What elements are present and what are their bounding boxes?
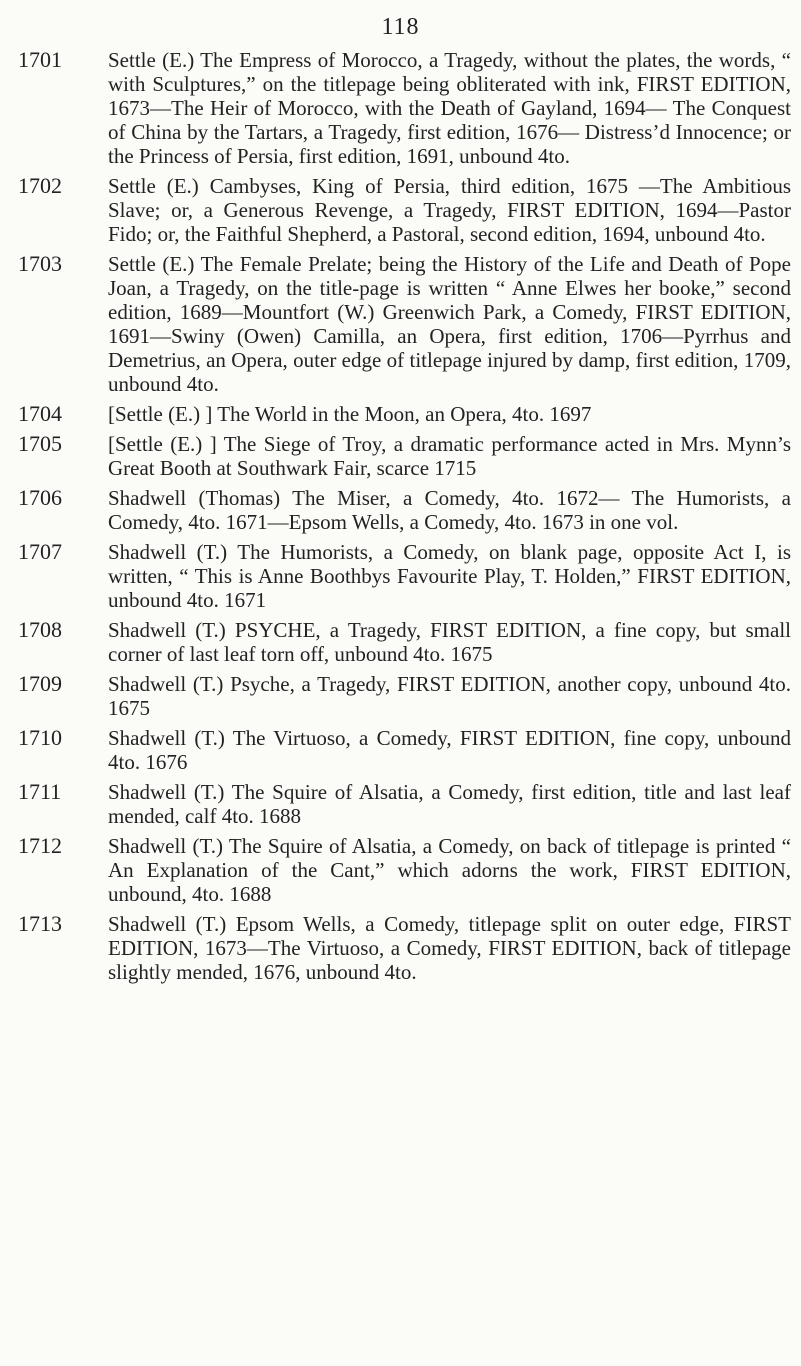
lot-number: 1708 (18, 617, 62, 642)
lot-number: 1712 (18, 833, 62, 858)
lot-description: Shadwell (T.) The Humorists, a Comedy, on blank page, opposite Act I, is written, “ This is Anne Boothbys Favourite Play, T. Holden,” FIRST EDITION, unbound 4to. 1671 (108, 540, 791, 612)
catalogue-entry (0, 540, 801, 612)
lot-number: 1705 (18, 431, 62, 456)
catalogue-entry (0, 672, 801, 720)
lot-number: 1704 (18, 401, 62, 426)
catalogue-entry (0, 252, 801, 396)
lot-description: Shadwell (T.) The Squire of Alsatia, a Comedy, first edition, title and last leaf mended, calf 4to. 1688 (108, 780, 791, 828)
lot-description: Shadwell (T.) Epsom Wells, a Comedy, titlepage split on outer edge, FIRST EDITION, 1673—The Virtuoso, a Comedy, FIRST EDITION, back of titlepage slightly mended, 1676, unbound 4to. (108, 912, 791, 984)
lot-number: 1713 (18, 911, 62, 936)
catalogue-entry (0, 912, 801, 984)
lot-number: 1709 (18, 671, 62, 696)
catalogue-entry (0, 834, 801, 906)
catalogue-entry (0, 726, 801, 774)
lot-number: 1710 (18, 725, 62, 750)
catalogue-entry (0, 618, 801, 666)
lot-number: 1702 (18, 173, 62, 198)
lot-number: 1707 (18, 539, 62, 564)
catalogue-entry (0, 402, 801, 426)
lot-description: Shadwell (T.) Psyche, a Tragedy, FIRST EDITION, another copy, unbound 4to. 1675 (108, 672, 791, 720)
lot-number: 1703 (18, 251, 62, 276)
lot-description: Settle (E.) The Empress of Morocco, a Tragedy, without the plates, the words, “ with Sculptures,” on the titlepage being obliterated with ink, FIRST EDITION, 1673—The Heir of Morocco, with the Death of Gayland, 1694— The Conquest of China by the Tartars, a Tragedy, first edition, 1676— Distress’d Innocence; or the Princess of Persia, first edition, 1691, unbound 4to. (108, 48, 791, 168)
lot-description: Shadwell (Thomas) The Miser, a Comedy, 4to. 1672— The Humorists, a Comedy, 4to. 1671—Epsom Wells, a Comedy, 4to. 1673 in one vol. (108, 486, 791, 534)
lot-description: Settle (E.) The Female Prelate; being the History of the Life and Death of Pope Joan, a Tragedy, on the title-page is written “ Anne Elwes her booke,” second edition, 1689—Mountfort (W.) Greenwich Park, a Comedy, FIRST EDITION, 1691—Swiny (Owen) Camilla, an Opera, first edition, 1706—Pyrrhus and Demetrius, an Opera, outer edge of titlepage injured by damp, first edition, 1709, unbound 4to. (108, 252, 791, 396)
page-number: 118 (381, 14, 420, 40)
lot-description: [Settle (E.) ] The Siege of Troy, a dramatic performance acted in Mrs. Mynn’s Great Booth at Southwark Fair, scarce 1715 (108, 432, 791, 480)
catalogue-entry (0, 486, 801, 534)
lot-number: 1706 (18, 485, 62, 510)
catalogue-entry (0, 432, 801, 480)
lot-description: Shadwell (T.) The Virtuoso, a Comedy, FIRST EDITION, fine copy, unbound 4to. 1676 (108, 726, 791, 774)
lot-description: Settle (E.) Cambyses, King of Persia, third edition, 1675 —The Ambitious Slave; or, a Generous Revenge, a Tragedy, FIRST EDITION, 1694—Pastor Fido; or, the Faithful Shepherd, a Pastoral, second edition, 1694, unbound 4to. (108, 174, 791, 246)
lot-description: [Settle (E.) ] The World in the Moon, an Opera, 4to. 1697 (108, 402, 592, 426)
catalogue-entry (0, 780, 801, 828)
lot-number: 1711 (18, 779, 62, 804)
lot-description: Shadwell (T.) PSYCHE, a Tragedy, FIRST EDITION, a fine copy, but small corner of last leaf torn off, unbound 4to. 1675 (108, 618, 791, 666)
catalogue-entry (0, 174, 801, 246)
entry-list (0, 48, 801, 990)
catalogue-entry (0, 48, 801, 168)
lot-description: Shadwell (T.) The Squire of Alsatia, a Comedy, on back of titlepage is printed “ An Explanation of the Cant,” which adorns the work, FIRST EDITION, unbound, 4to. 1688 (108, 834, 791, 906)
lot-number: 1701 (18, 47, 62, 72)
